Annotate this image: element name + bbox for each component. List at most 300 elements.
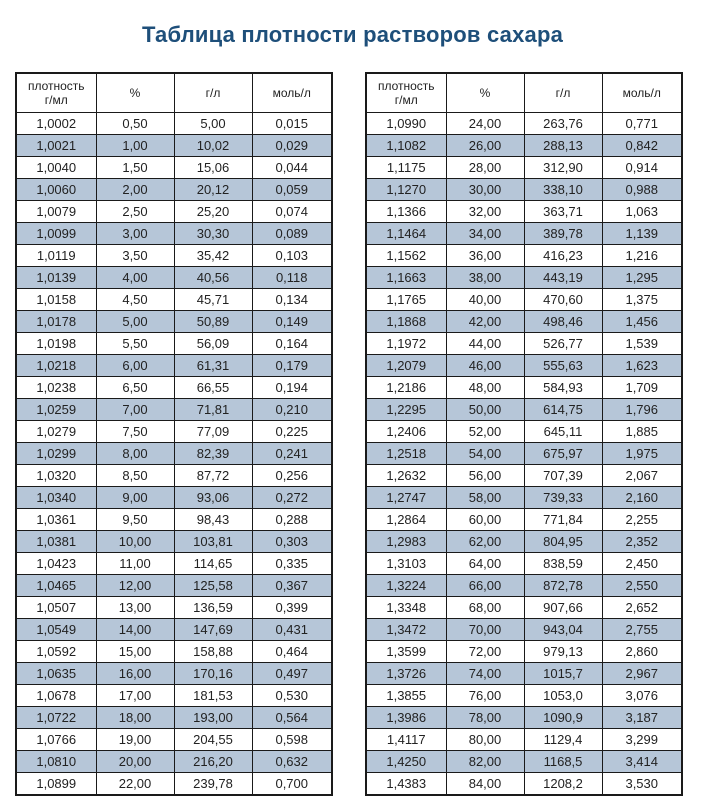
cell-density: 1,0040 bbox=[16, 157, 96, 179]
cell-gl: 389,78 bbox=[524, 223, 602, 245]
cell-density: 1,1868 bbox=[366, 311, 446, 333]
table-row bbox=[16, 773, 332, 796]
table-row bbox=[16, 377, 332, 399]
cell-moll: 1,456 bbox=[602, 311, 682, 333]
density-table-left bbox=[15, 72, 333, 796]
cell-density: 1,0766 bbox=[16, 729, 96, 751]
cell-percent: 1,50 bbox=[96, 157, 174, 179]
cell-density: 1,0198 bbox=[16, 333, 96, 355]
cell-percent: 22,00 bbox=[96, 773, 174, 796]
table-row bbox=[366, 531, 682, 553]
cell-density: 1,0021 bbox=[16, 135, 96, 157]
cell-density: 1,1175 bbox=[366, 157, 446, 179]
cell-gl: 170,16 bbox=[174, 663, 252, 685]
cell-density: 1,0465 bbox=[16, 575, 96, 597]
cell-percent: 76,00 bbox=[446, 685, 524, 707]
cell-gl: 45,71 bbox=[174, 289, 252, 311]
cell-percent: 38,00 bbox=[446, 267, 524, 289]
cell-moll: 0,134 bbox=[252, 289, 332, 311]
cell-density: 1,4117 bbox=[366, 729, 446, 751]
cell-percent: 6,50 bbox=[96, 377, 174, 399]
cell-percent: 8,00 bbox=[96, 443, 174, 465]
table-row bbox=[16, 135, 332, 157]
cell-gl: 1208,2 bbox=[524, 773, 602, 796]
cell-density: 1,0178 bbox=[16, 311, 96, 333]
cell-density: 1,0990 bbox=[366, 113, 446, 135]
cell-gl: 158,88 bbox=[174, 641, 252, 663]
cell-percent: 72,00 bbox=[446, 641, 524, 663]
cell-moll: 1,796 bbox=[602, 399, 682, 421]
cell-moll: 1,063 bbox=[602, 201, 682, 223]
table-row bbox=[16, 487, 332, 509]
cell-percent: 32,00 bbox=[446, 201, 524, 223]
cell-gl: 312,90 bbox=[524, 157, 602, 179]
cell-moll: 0,059 bbox=[252, 179, 332, 201]
cell-moll: 1,375 bbox=[602, 289, 682, 311]
cell-moll: 2,860 bbox=[602, 641, 682, 663]
cell-moll: 0,288 bbox=[252, 509, 332, 531]
cell-gl: 216,20 bbox=[174, 751, 252, 773]
cell-moll: 0,335 bbox=[252, 553, 332, 575]
cell-moll: 0,497 bbox=[252, 663, 332, 685]
cell-moll: 0,256 bbox=[252, 465, 332, 487]
table-header-row bbox=[16, 73, 332, 113]
table-row bbox=[366, 289, 682, 311]
density-table-left-body bbox=[16, 113, 332, 796]
cell-gl: 25,20 bbox=[174, 201, 252, 223]
cell-gl: 838,59 bbox=[524, 553, 602, 575]
cell-moll: 1,975 bbox=[602, 443, 682, 465]
table-row bbox=[366, 641, 682, 663]
cell-moll: 0,118 bbox=[252, 267, 332, 289]
cell-density: 1,0279 bbox=[16, 421, 96, 443]
cell-gl: 771,84 bbox=[524, 509, 602, 531]
cell-gl: 979,13 bbox=[524, 641, 602, 663]
table-row bbox=[16, 223, 332, 245]
cell-percent: 60,00 bbox=[446, 509, 524, 531]
cell-moll: 2,255 bbox=[602, 509, 682, 531]
header-density-line1: плотность bbox=[27, 79, 85, 93]
header-density-line2: г/мл bbox=[44, 93, 68, 107]
table-row bbox=[16, 641, 332, 663]
cell-moll: 0,632 bbox=[252, 751, 332, 773]
cell-moll: 1,295 bbox=[602, 267, 682, 289]
cell-moll: 0,074 bbox=[252, 201, 332, 223]
cell-percent: 74,00 bbox=[446, 663, 524, 685]
cell-moll: 2,067 bbox=[602, 465, 682, 487]
table-row bbox=[16, 311, 332, 333]
cell-moll: 3,076 bbox=[602, 685, 682, 707]
cell-moll: 1,216 bbox=[602, 245, 682, 267]
cell-percent: 26,00 bbox=[446, 135, 524, 157]
table-row bbox=[366, 245, 682, 267]
cell-percent: 58,00 bbox=[446, 487, 524, 509]
cell-percent: 17,00 bbox=[96, 685, 174, 707]
cell-percent: 28,00 bbox=[446, 157, 524, 179]
cell-percent: 48,00 bbox=[446, 377, 524, 399]
cell-density: 1,0079 bbox=[16, 201, 96, 223]
table-row bbox=[16, 553, 332, 575]
cell-percent: 16,00 bbox=[96, 663, 174, 685]
cell-density: 1,0119 bbox=[16, 245, 96, 267]
cell-percent: 3,00 bbox=[96, 223, 174, 245]
table-row bbox=[16, 113, 332, 135]
table-row bbox=[16, 751, 332, 773]
cell-moll: 3,299 bbox=[602, 729, 682, 751]
cell-gl: 125,58 bbox=[174, 575, 252, 597]
cell-density: 1,0810 bbox=[16, 751, 96, 773]
cell-gl: 147,69 bbox=[174, 619, 252, 641]
cell-density: 1,0299 bbox=[16, 443, 96, 465]
table-row bbox=[366, 355, 682, 377]
table-row bbox=[366, 179, 682, 201]
cell-gl: 263,76 bbox=[524, 113, 602, 135]
table-row bbox=[16, 619, 332, 641]
table-row bbox=[366, 509, 682, 531]
cell-percent: 36,00 bbox=[446, 245, 524, 267]
cell-gl: 181,53 bbox=[174, 685, 252, 707]
table-row bbox=[366, 311, 682, 333]
table-row bbox=[366, 113, 682, 135]
cell-density: 1,0507 bbox=[16, 597, 96, 619]
cell-gl: 1129,4 bbox=[524, 729, 602, 751]
cell-gl: 443,19 bbox=[524, 267, 602, 289]
cell-moll: 2,352 bbox=[602, 531, 682, 553]
cell-density: 1,4250 bbox=[366, 751, 446, 773]
table-row bbox=[16, 333, 332, 355]
table-row bbox=[366, 487, 682, 509]
cell-gl: 56,09 bbox=[174, 333, 252, 355]
cell-gl: 61,31 bbox=[174, 355, 252, 377]
table-row bbox=[366, 685, 682, 707]
cell-density: 1,0060 bbox=[16, 179, 96, 201]
cell-density: 1,1366 bbox=[366, 201, 446, 223]
table-row bbox=[16, 399, 332, 421]
cell-percent: 44,00 bbox=[446, 333, 524, 355]
cell-gl: 204,55 bbox=[174, 729, 252, 751]
cell-moll: 0,530 bbox=[252, 685, 332, 707]
header-density-line1: плотность bbox=[377, 79, 435, 93]
cell-percent: 54,00 bbox=[446, 443, 524, 465]
cell-gl: 193,00 bbox=[174, 707, 252, 729]
cell-moll: 3,530 bbox=[602, 773, 682, 796]
cell-percent: 6,00 bbox=[96, 355, 174, 377]
header-percent: % bbox=[96, 73, 174, 113]
table-row bbox=[16, 179, 332, 201]
cell-moll: 1,885 bbox=[602, 421, 682, 443]
table-row bbox=[16, 531, 332, 553]
cell-density: 1,0423 bbox=[16, 553, 96, 575]
table-row bbox=[366, 333, 682, 355]
cell-gl: 804,95 bbox=[524, 531, 602, 553]
table-row bbox=[16, 509, 332, 531]
cell-density: 1,3599 bbox=[366, 641, 446, 663]
cell-density: 1,0320 bbox=[16, 465, 96, 487]
cell-density: 1,3103 bbox=[366, 553, 446, 575]
cell-percent: 52,00 bbox=[446, 421, 524, 443]
cell-gl: 30,30 bbox=[174, 223, 252, 245]
cell-percent: 56,00 bbox=[446, 465, 524, 487]
header-moll: моль/л bbox=[252, 73, 332, 113]
table-row bbox=[16, 443, 332, 465]
table-row bbox=[16, 685, 332, 707]
cell-density: 1,1972 bbox=[366, 333, 446, 355]
cell-gl: 584,93 bbox=[524, 377, 602, 399]
table-row bbox=[366, 201, 682, 223]
table-row bbox=[366, 597, 682, 619]
cell-density: 1,1464 bbox=[366, 223, 446, 245]
cell-gl: 416,23 bbox=[524, 245, 602, 267]
cell-moll: 0,399 bbox=[252, 597, 332, 619]
cell-density: 1,3348 bbox=[366, 597, 446, 619]
table-row bbox=[366, 773, 682, 796]
cell-percent: 9,50 bbox=[96, 509, 174, 531]
cell-density: 1,3224 bbox=[366, 575, 446, 597]
cell-moll: 0,210 bbox=[252, 399, 332, 421]
cell-moll: 1,623 bbox=[602, 355, 682, 377]
table-row bbox=[16, 355, 332, 377]
table-row bbox=[366, 157, 682, 179]
density-table-right bbox=[365, 72, 683, 796]
density-table-right-body bbox=[366, 113, 682, 796]
cell-percent: 0,50 bbox=[96, 113, 174, 135]
cell-density: 1,0635 bbox=[16, 663, 96, 685]
cell-density: 1,0592 bbox=[16, 641, 96, 663]
cell-percent: 11,00 bbox=[96, 553, 174, 575]
cell-moll: 0,044 bbox=[252, 157, 332, 179]
table-row bbox=[16, 597, 332, 619]
header-density bbox=[366, 73, 446, 113]
cell-gl: 470,60 bbox=[524, 289, 602, 311]
cell-density: 1,0139 bbox=[16, 267, 96, 289]
cell-density: 1,2632 bbox=[366, 465, 446, 487]
cell-percent: 68,00 bbox=[446, 597, 524, 619]
cell-density: 1,0340 bbox=[16, 487, 96, 509]
cell-density: 1,0678 bbox=[16, 685, 96, 707]
cell-moll: 3,187 bbox=[602, 707, 682, 729]
cell-percent: 62,00 bbox=[446, 531, 524, 553]
cell-moll: 0,194 bbox=[252, 377, 332, 399]
table-row bbox=[16, 663, 332, 685]
table-row bbox=[16, 729, 332, 751]
cell-gl: 526,77 bbox=[524, 333, 602, 355]
cell-moll: 0,164 bbox=[252, 333, 332, 355]
cell-moll: 0,272 bbox=[252, 487, 332, 509]
cell-gl: 707,39 bbox=[524, 465, 602, 487]
cell-gl: 739,33 bbox=[524, 487, 602, 509]
cell-moll: 0,367 bbox=[252, 575, 332, 597]
cell-percent: 2,50 bbox=[96, 201, 174, 223]
cell-percent: 10,00 bbox=[96, 531, 174, 553]
cell-percent: 70,00 bbox=[446, 619, 524, 641]
table-row bbox=[366, 267, 682, 289]
table-row bbox=[366, 575, 682, 597]
table-row bbox=[366, 465, 682, 487]
table-row bbox=[366, 553, 682, 575]
cell-density: 1,1562 bbox=[366, 245, 446, 267]
cell-gl: 82,39 bbox=[174, 443, 252, 465]
cell-moll: 0,598 bbox=[252, 729, 332, 751]
cell-density: 1,3855 bbox=[366, 685, 446, 707]
cell-density: 1,0002 bbox=[16, 113, 96, 135]
cell-gl: 10,02 bbox=[174, 135, 252, 157]
cell-moll: 0,089 bbox=[252, 223, 332, 245]
cell-percent: 80,00 bbox=[446, 729, 524, 751]
cell-percent: 24,00 bbox=[446, 113, 524, 135]
cell-gl: 1168,5 bbox=[524, 751, 602, 773]
header-percent: % bbox=[446, 73, 524, 113]
cell-moll: 2,652 bbox=[602, 597, 682, 619]
cell-gl: 15,06 bbox=[174, 157, 252, 179]
cell-density: 1,3986 bbox=[366, 707, 446, 729]
cell-percent: 4,00 bbox=[96, 267, 174, 289]
cell-gl: 103,81 bbox=[174, 531, 252, 553]
cell-moll: 0,149 bbox=[252, 311, 332, 333]
page-title: Таблица плотности растворов сахара bbox=[141, 22, 564, 47]
cell-density: 1,0099 bbox=[16, 223, 96, 245]
cell-gl: 98,43 bbox=[174, 509, 252, 531]
cell-density: 1,2186 bbox=[366, 377, 446, 399]
cell-density: 1,0381 bbox=[16, 531, 96, 553]
cell-percent: 13,00 bbox=[96, 597, 174, 619]
cell-moll: 2,450 bbox=[602, 553, 682, 575]
table-row bbox=[366, 729, 682, 751]
table-row bbox=[16, 267, 332, 289]
cell-density: 1,1663 bbox=[366, 267, 446, 289]
cell-density: 1,1765 bbox=[366, 289, 446, 311]
table-row bbox=[16, 465, 332, 487]
cell-density: 1,2518 bbox=[366, 443, 446, 465]
cell-moll: 0,225 bbox=[252, 421, 332, 443]
table-row bbox=[16, 707, 332, 729]
cell-percent: 7,00 bbox=[96, 399, 174, 421]
cell-gl: 555,63 bbox=[524, 355, 602, 377]
cell-percent: 4,50 bbox=[96, 289, 174, 311]
cell-density: 1,0722 bbox=[16, 707, 96, 729]
cell-gl: 363,71 bbox=[524, 201, 602, 223]
cell-density: 1,1270 bbox=[366, 179, 446, 201]
table-row bbox=[16, 245, 332, 267]
table-row bbox=[16, 201, 332, 223]
cell-density: 1,0218 bbox=[16, 355, 96, 377]
cell-moll: 0,303 bbox=[252, 531, 332, 553]
cell-gl: 87,72 bbox=[174, 465, 252, 487]
cell-moll: 0,988 bbox=[602, 179, 682, 201]
table-row bbox=[366, 421, 682, 443]
header-gl: г/л bbox=[524, 73, 602, 113]
table-row bbox=[16, 575, 332, 597]
table-row bbox=[366, 223, 682, 245]
cell-density: 1,2747 bbox=[366, 487, 446, 509]
cell-density: 1,0158 bbox=[16, 289, 96, 311]
cell-percent: 19,00 bbox=[96, 729, 174, 751]
cell-percent: 12,00 bbox=[96, 575, 174, 597]
cell-gl: 907,66 bbox=[524, 597, 602, 619]
cell-moll: 0,015 bbox=[252, 113, 332, 135]
cell-gl: 5,00 bbox=[174, 113, 252, 135]
cell-gl: 239,78 bbox=[174, 773, 252, 796]
cell-percent: 15,00 bbox=[96, 641, 174, 663]
cell-gl: 114,65 bbox=[174, 553, 252, 575]
cell-percent: 9,00 bbox=[96, 487, 174, 509]
cell-density: 1,2864 bbox=[366, 509, 446, 531]
cell-percent: 40,00 bbox=[446, 289, 524, 311]
cell-gl: 1090,9 bbox=[524, 707, 602, 729]
table-row bbox=[366, 751, 682, 773]
table-row bbox=[16, 421, 332, 443]
cell-gl: 645,11 bbox=[524, 421, 602, 443]
cell-moll: 0,464 bbox=[252, 641, 332, 663]
cell-gl: 288,13 bbox=[524, 135, 602, 157]
cell-percent: 2,00 bbox=[96, 179, 174, 201]
table-header-row bbox=[366, 73, 682, 113]
cell-percent: 30,00 bbox=[446, 179, 524, 201]
cell-moll: 2,550 bbox=[602, 575, 682, 597]
cell-percent: 7,50 bbox=[96, 421, 174, 443]
cell-moll: 0,914 bbox=[602, 157, 682, 179]
cell-moll: 2,967 bbox=[602, 663, 682, 685]
cell-density: 1,1082 bbox=[366, 135, 446, 157]
cell-density: 1,0259 bbox=[16, 399, 96, 421]
table-row bbox=[366, 663, 682, 685]
cell-moll: 2,755 bbox=[602, 619, 682, 641]
header-density bbox=[16, 73, 96, 113]
table-row bbox=[366, 443, 682, 465]
cell-gl: 66,55 bbox=[174, 377, 252, 399]
cell-percent: 34,00 bbox=[446, 223, 524, 245]
cell-percent: 82,00 bbox=[446, 751, 524, 773]
cell-percent: 8,50 bbox=[96, 465, 174, 487]
cell-moll: 0,179 bbox=[252, 355, 332, 377]
table-row bbox=[366, 377, 682, 399]
cell-gl: 1053,0 bbox=[524, 685, 602, 707]
cell-percent: 64,00 bbox=[446, 553, 524, 575]
cell-moll: 3,414 bbox=[602, 751, 682, 773]
table-row bbox=[366, 399, 682, 421]
cell-moll: 0,564 bbox=[252, 707, 332, 729]
cell-percent: 18,00 bbox=[96, 707, 174, 729]
header-moll: моль/л bbox=[602, 73, 682, 113]
cell-density: 1,2295 bbox=[366, 399, 446, 421]
cell-moll: 0,700 bbox=[252, 773, 332, 796]
cell-density: 1,2983 bbox=[366, 531, 446, 553]
table-row bbox=[16, 157, 332, 179]
cell-density: 1,4383 bbox=[366, 773, 446, 796]
cell-density: 1,2406 bbox=[366, 421, 446, 443]
cell-gl: 93,06 bbox=[174, 487, 252, 509]
cell-percent: 20,00 bbox=[96, 751, 174, 773]
cell-gl: 872,78 bbox=[524, 575, 602, 597]
cell-gl: 943,04 bbox=[524, 619, 602, 641]
cell-gl: 136,59 bbox=[174, 597, 252, 619]
cell-moll: 1,139 bbox=[602, 223, 682, 245]
cell-moll: 2,160 bbox=[602, 487, 682, 509]
cell-gl: 614,75 bbox=[524, 399, 602, 421]
cell-density: 1,2079 bbox=[366, 355, 446, 377]
cell-percent: 66,00 bbox=[446, 575, 524, 597]
cell-gl: 50,89 bbox=[174, 311, 252, 333]
cell-density: 1,0899 bbox=[16, 773, 96, 796]
cell-percent: 50,00 bbox=[446, 399, 524, 421]
cell-moll: 0,431 bbox=[252, 619, 332, 641]
cell-percent: 78,00 bbox=[446, 707, 524, 729]
cell-moll: 1,709 bbox=[602, 377, 682, 399]
cell-gl: 338,10 bbox=[524, 179, 602, 201]
cell-moll: 1,539 bbox=[602, 333, 682, 355]
cell-gl: 77,09 bbox=[174, 421, 252, 443]
cell-percent: 46,00 bbox=[446, 355, 524, 377]
cell-density: 1,0361 bbox=[16, 509, 96, 531]
